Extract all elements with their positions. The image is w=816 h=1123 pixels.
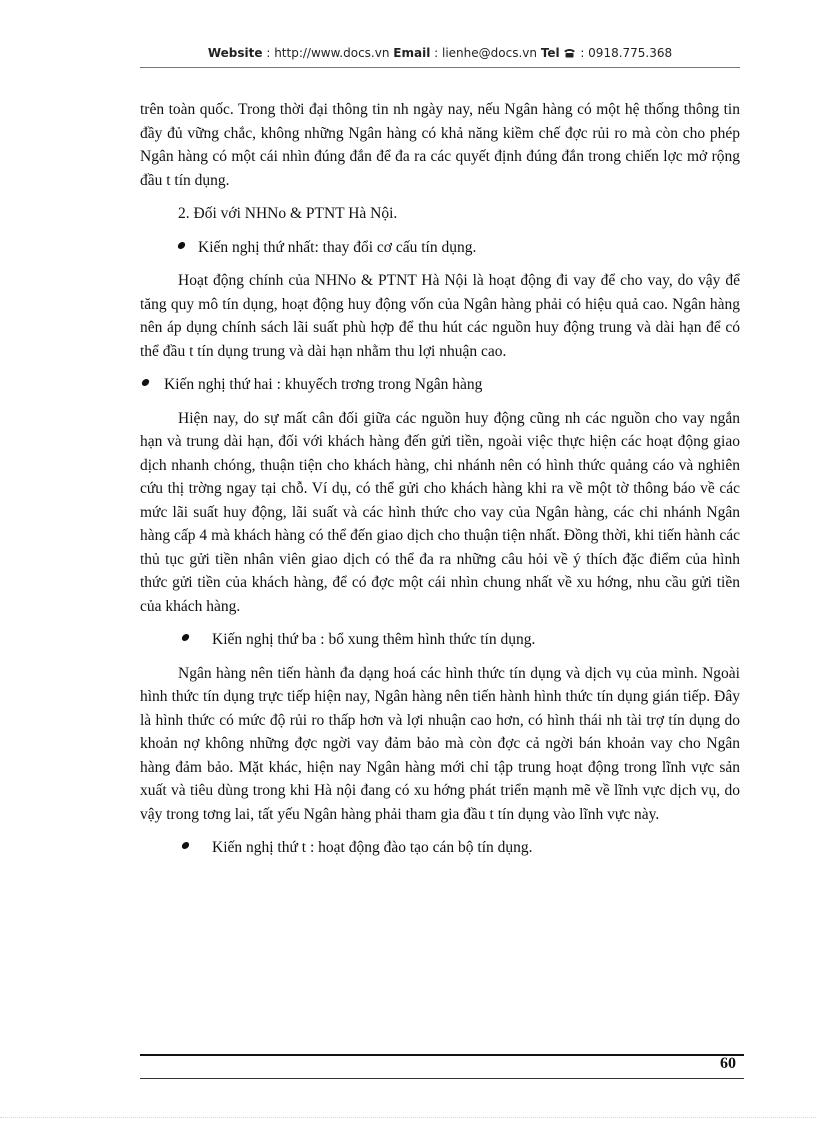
tel-label: Tel <box>540 46 560 60</box>
bullet-text: Kiến nghị thứ hai : khuyếch trơng trong Ngân hàng <box>164 376 483 393</box>
bullet-text: Kiến nghị thứ nhất: thay đổi cơ cấu tín dụng. <box>198 238 477 256</box>
header-rule <box>140 67 740 68</box>
bullet-item-4 <box>140 836 740 860</box>
bullet-icon <box>141 379 150 386</box>
paragraph-1: trên toàn quốc. Trong thời đại thông tin nh ngày nay, nếu Ngân hàng có một hệ thống thông tin đầy đủ vững chắc, không những Ngân hàng có khả năng kiềm chế đợc rủi ro mà còn cho phép Ngân hàng có một cái nhìn đúng đắn để đa ra các quyết định đúng đắn trong chiến lợc mở rộng đầu t tín dụng. <box>140 101 740 189</box>
footer-rule-bottom <box>140 1078 744 1079</box>
bullet-text: Kiến nghị thứ ba : bổ xung thêm hình thức tín dụng. <box>212 631 536 648</box>
tel-value: : 0918.775.368 <box>580 46 673 60</box>
paragraph-2: Hoạt động chính của NHNo & PTNT Hà Nội là hoạt động đi vay để cho vay, do vậy để tăng quy mô tín dụng, hoạt động huy động vốn của Ngân hàng phải có hiệu quả cao. Ngân hàng nên áp dụng chính sách lãi suất phù hợp để thu hút các nguồn huy động trung và dài hạn để có thể đầu t tín dụng trung và dài hạn nhằm thu lợi nhuận cao. <box>140 272 740 360</box>
bullet-icon <box>181 634 190 641</box>
website-label: Website <box>207 46 263 60</box>
paragraph-3: Hiện nay, do sự mất cân đối giữa các nguồn huy động cũng nh các nguồn cho vay ngắn hạn và trung dài hạn, đối với khách hàng đến gửi tiền, ngoài việc thực hiện các hoạt động giao dịch nhanh chóng, thuận tiện cho khách hàng, chi nhánh nên có hình thức quảng cáo và nghiên cứu thị trờng ngay tại chỗ. Ví dụ, có thể gửi cho khách hàng khi ra về một tờ thông báo về các mức lãi suất huy động, lãi suất và các hình thức cho vay của Ngân hàng, các chi nhánh Ngân hàng cấp 4 mà khách hàng có thể đến giao dịch cho thuận tiện nhất. Đồng thời, khi tiến hành các thủ tục gửi tiền nhân viên giao dịch có thể đa ra những câu hỏi về ý thích đặc điểm của hình thức gửi tiền của khách hàng, để có đợc một cái nhìn chung nhất về xu hớng, nhu cầu gửi tiền của khách hàng. <box>140 409 740 615</box>
page-number: 60 <box>720 1055 736 1072</box>
page-edge-dots <box>0 1117 816 1118</box>
bullet-text: Kiến nghị thứ t : hoạt động đào tạo cán bộ tín dụng. <box>212 839 533 856</box>
telephone-icon <box>563 48 576 58</box>
bullet-icon <box>177 242 186 249</box>
bullet-icon <box>181 842 190 849</box>
bullet-item-3 <box>140 628 740 652</box>
footer-rule-top <box>140 1054 744 1056</box>
email-label: Email <box>393 46 431 60</box>
page-header <box>140 46 740 60</box>
page-body <box>140 98 740 870</box>
bullet-item-2 <box>140 373 740 397</box>
paragraph-4: Ngân hàng nên tiến hành đa dạng hoá các hình thức tín dụng và dịch vụ của mình. Ngoài hình thức tín dụng trực tiếp hiện nay, Ngân hàng nên tiến hành hình thức tín dụng gián tiếp. Đây là hình thức có mức độ rủi ro thấp hơn và lợi nhuận cao hơn, có hình thái nh tài trợ tín dụng do khoản nợ không những đợc ngời vay đảm bảo mà còn đợc cả ngời bán khoản vay cho Ngân hàng đảm bảo. Mặt khác, hiện nay Ngân hàng mới chỉ tập trung hoạt động trong lĩnh vực sản xuất và tiêu dùng trong khi Hà nội đang có xu hớng phát triển mạnh mẽ về lĩnh vực dịch vụ, do vậy trong tơng lai, tất yếu Ngân hàng phải tham gia đầu t tín dụng vào lĩnh vực này. <box>140 664 740 823</box>
bullet-item-1 <box>140 236 740 260</box>
website-value: : http://www.docs.vn <box>266 46 390 60</box>
section-heading-text: 2. Đối với NHNo & PTNT Hà Nội. <box>178 205 398 222</box>
email-value: : lienhe@docs.vn <box>434 46 537 60</box>
section-heading-2 <box>140 202 740 226</box>
